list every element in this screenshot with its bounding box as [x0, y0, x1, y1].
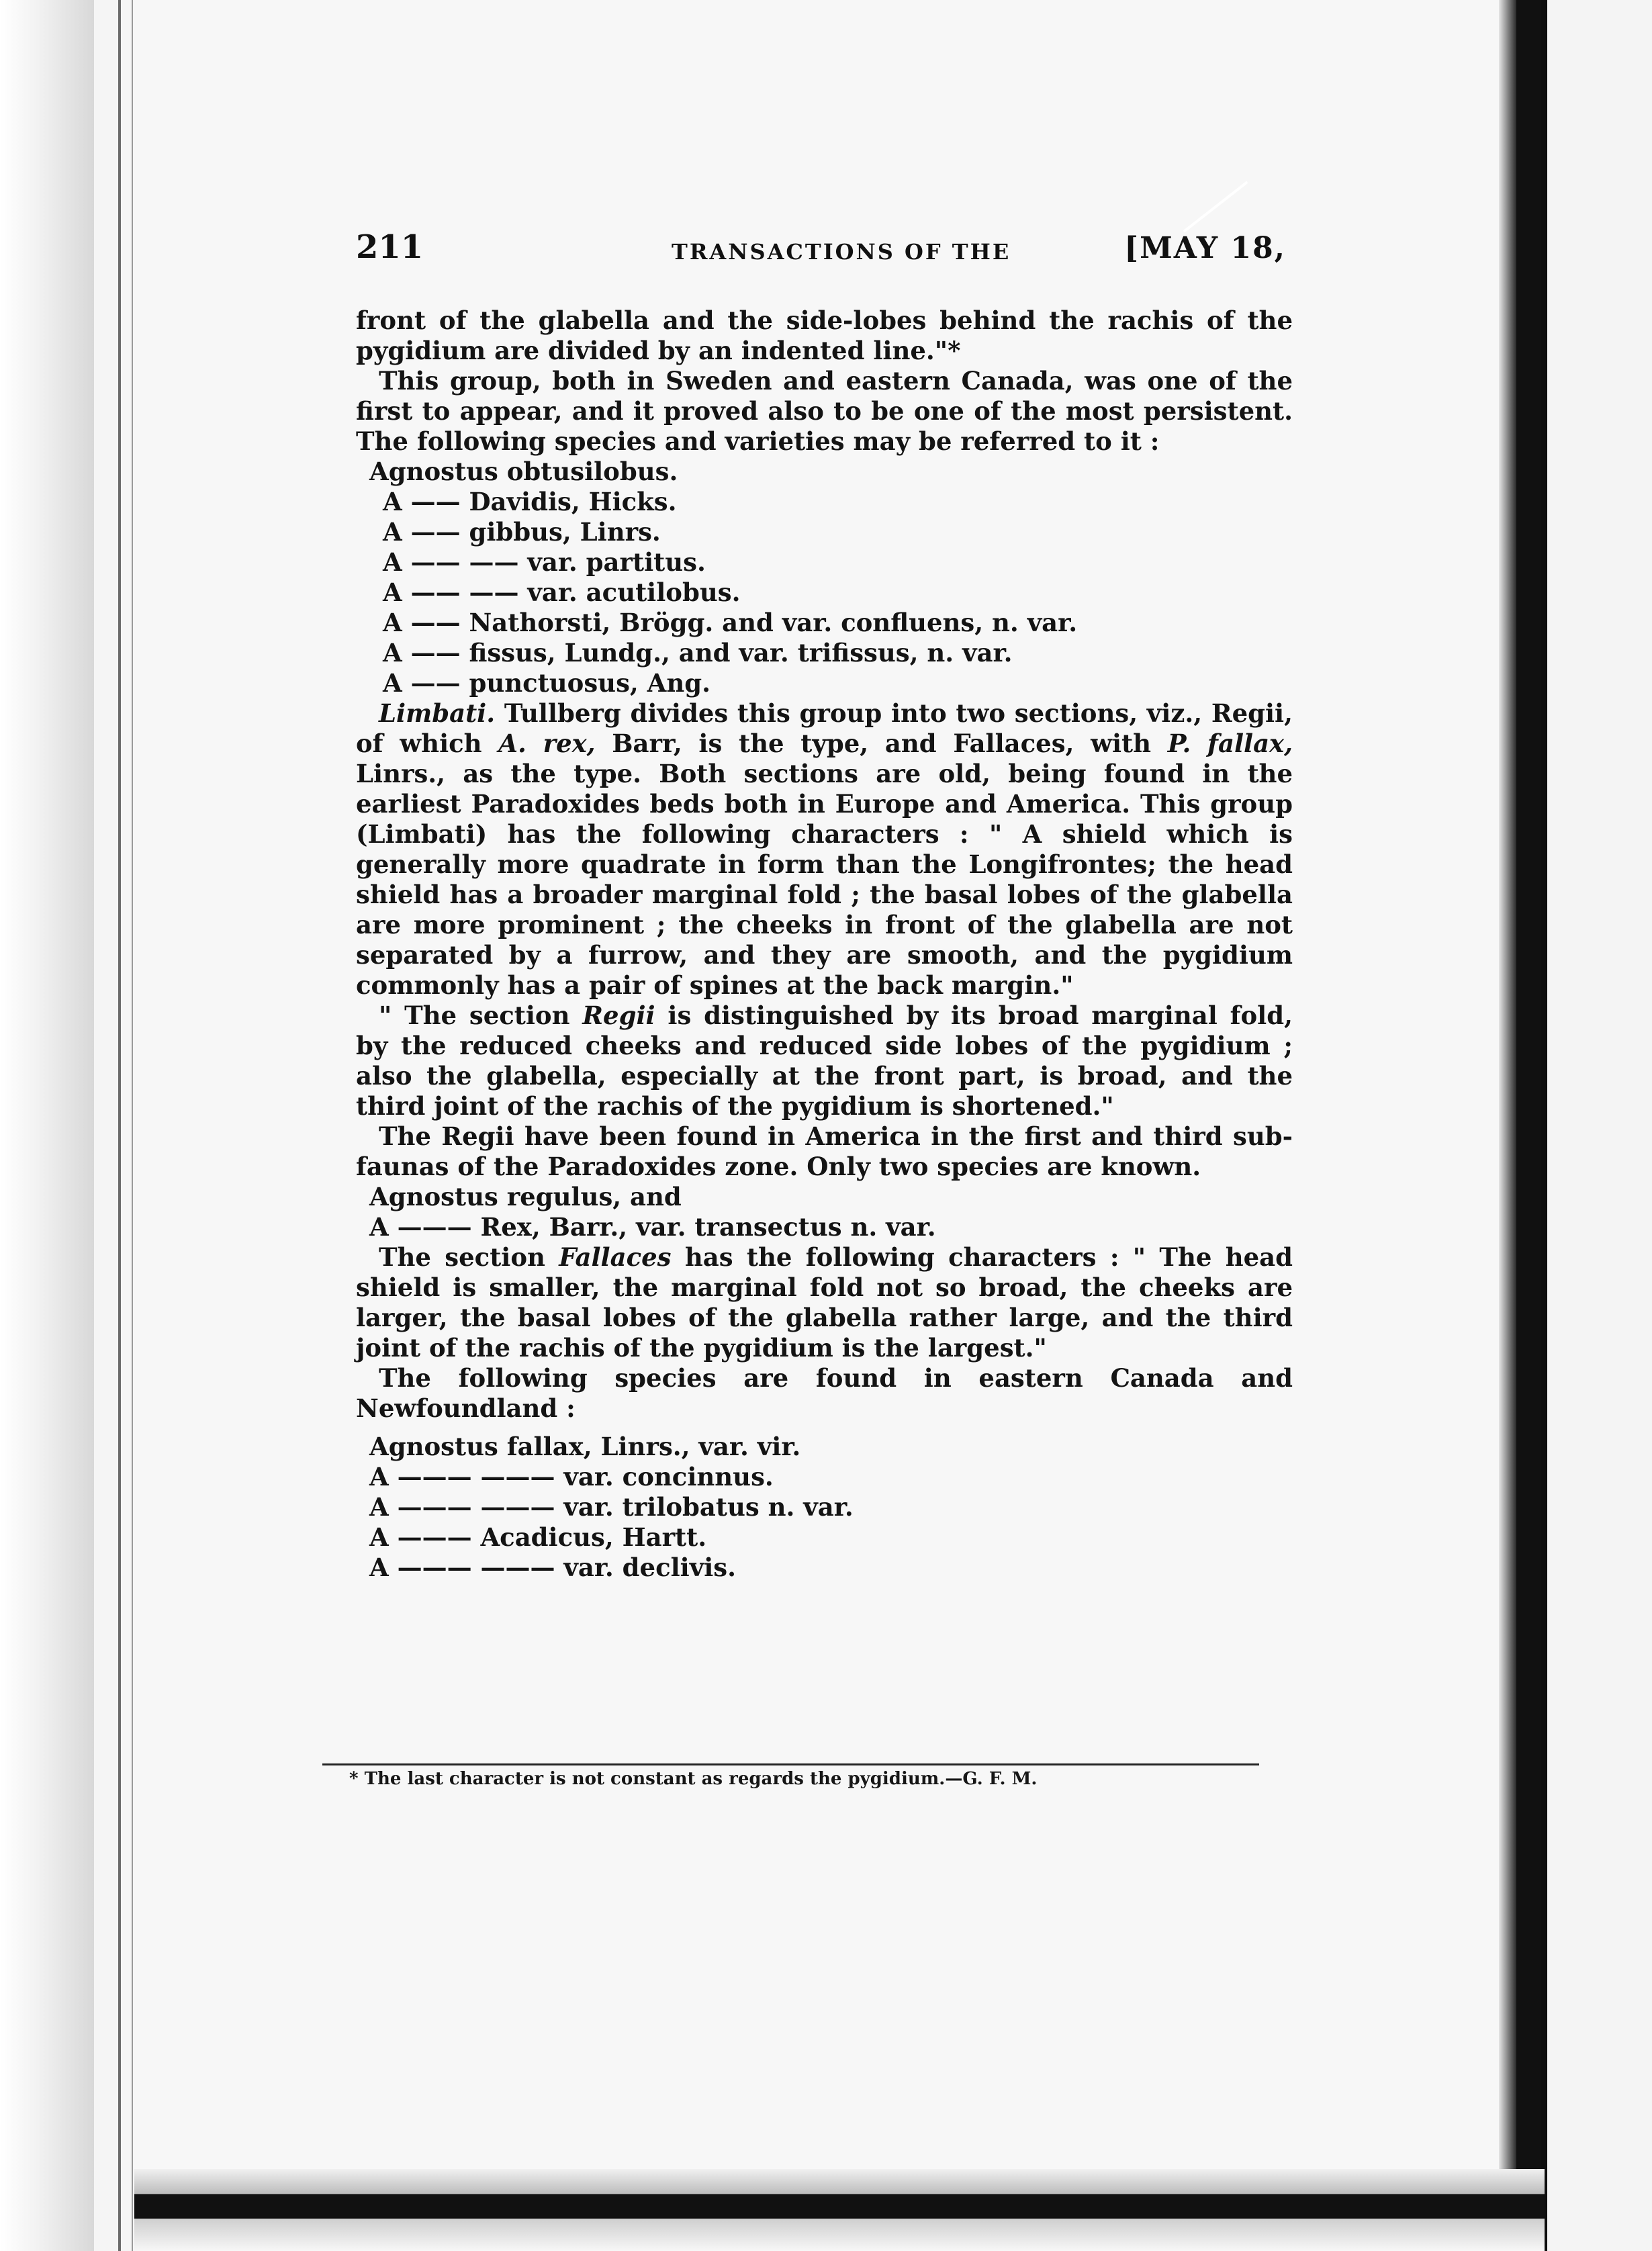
running-title: TRANSACTIONS OF THE [672, 239, 1011, 265]
running-head [356, 228, 1286, 275]
book-edge-line-inner [132, 0, 133, 2251]
paragraph: The Regii have been found in America in the first and third sub-faunas of the Paradoxides zone. Only two species are known. [356, 1121, 1293, 1181]
text-run: is distinguished by its broad marginal fold, by the reduced cheeks and reduced side lobes of the pygidium ; also the glabella, especially at the front part, is broad, and the third joint of the rachis of the pygidium is shortened." [356, 1001, 1293, 1121]
species-name: A. rex, [498, 729, 596, 758]
list-item: A —— gibbus, Linrs. [383, 517, 661, 547]
species-list-2 [356, 1182, 1293, 1242]
list-item: Agnostus obtusilobus. [369, 457, 678, 486]
paragraph-limbati [356, 698, 1293, 1001]
paragraph: The following species are found in eastern Canada and Newfoundland : [356, 1363, 1293, 1423]
list-item: A —— —— var. acutilobus. [383, 578, 741, 607]
text-run: Tullberg divides this group into two sections, viz., Regii, of which [356, 698, 1293, 758]
paragraph: This group, both in Sweden and eastern Canada, was one of the first to appear, and it proved also to be one of the most persistent. The following species and varieties may be referred to it : [356, 366, 1293, 456]
binding-line [1541, 0, 1547, 2251]
paragraph-fallaces [356, 1242, 1293, 1363]
list-item: A ——— ——— var. trilobatus n. var. [369, 1492, 854, 1522]
body-text [356, 306, 1293, 1583]
text-run: The section [379, 1242, 545, 1272]
paragraph-regii [356, 1001, 1293, 1121]
list-item: A —— punctuosus, Ang. [383, 668, 711, 698]
species-list-1 [356, 457, 1293, 698]
species-list-3 [356, 1432, 1293, 1583]
list-item: Agnostus fallax, Linrs., var. vir. [369, 1432, 801, 1461]
paragraph-continuation: front of the glabella and the side-lobes behind the rachis of the pygidium are divided by an indented line."* [356, 306, 1293, 365]
page-number: 211 [356, 228, 424, 266]
list-item: A ——— ——— var. concinnus. [369, 1462, 774, 1491]
book-edge-line [118, 0, 121, 2251]
list-item: A —— fissus, Lundg., and var. trifissus, n. var. [383, 638, 1013, 668]
footnote-rule [322, 1763, 1259, 1765]
list-item: A —— Davidis, Hicks. [383, 487, 677, 516]
text-run: has the following characters : " The head shield is smaller, the marginal fold not so broad, the cheeks are larger, the basal lobes of the glabella rather large, and the third joint of the rachis of the pygidium is the largest." [356, 1242, 1293, 1363]
list-item: A ——— Acadicus, Hartt. [369, 1522, 707, 1552]
list-item: A ——— ——— var. declivis. [369, 1553, 737, 1582]
text-run: Barr, is the type, and Fallaces, with [612, 729, 1152, 758]
header-date: [MAY 18, [1124, 231, 1286, 265]
footnote: * The last character is not constant as regards the pygidium.—G. F. M. [349, 1769, 1038, 1789]
page-stack-bottom [134, 2169, 1545, 2251]
species-name: P. fallax, [1167, 729, 1293, 758]
scan-left-margin [0, 0, 94, 2251]
section-label: Limbati. [379, 698, 496, 728]
section-name: Regii [582, 1001, 655, 1030]
list-item: Agnostus regulus, and [369, 1182, 682, 1211]
text-run: " The section [379, 1001, 570, 1030]
list-item: A ——— Rex, Barr., var. transectus n. var. [369, 1212, 936, 1242]
section-name: Fallaces [559, 1242, 672, 1272]
next-page-edge [1545, 0, 1652, 2251]
gutter-shadow [1499, 0, 1516, 2251]
text-run: Linrs., as the type. Both sections are old, being found in the earliest Paradoxides beds both in Europe and America. This group (Limbati) has the following characters : " A shield which is generally more quadrate in form than the Longifrontes; the head shield has a broader marginal fold ; the basal lobes of the glabella are more prominent ; the cheeks in front of the glabella are not separated by a furrow, and they are smooth, and the pygidium commonly has a pair of spines at the back margin." [356, 759, 1293, 1000]
list-item: A —— —— var. partitus. [383, 547, 706, 577]
list-item: A —— Nathorsti, Brögg. and var. confluens, n. var. [383, 608, 1078, 637]
